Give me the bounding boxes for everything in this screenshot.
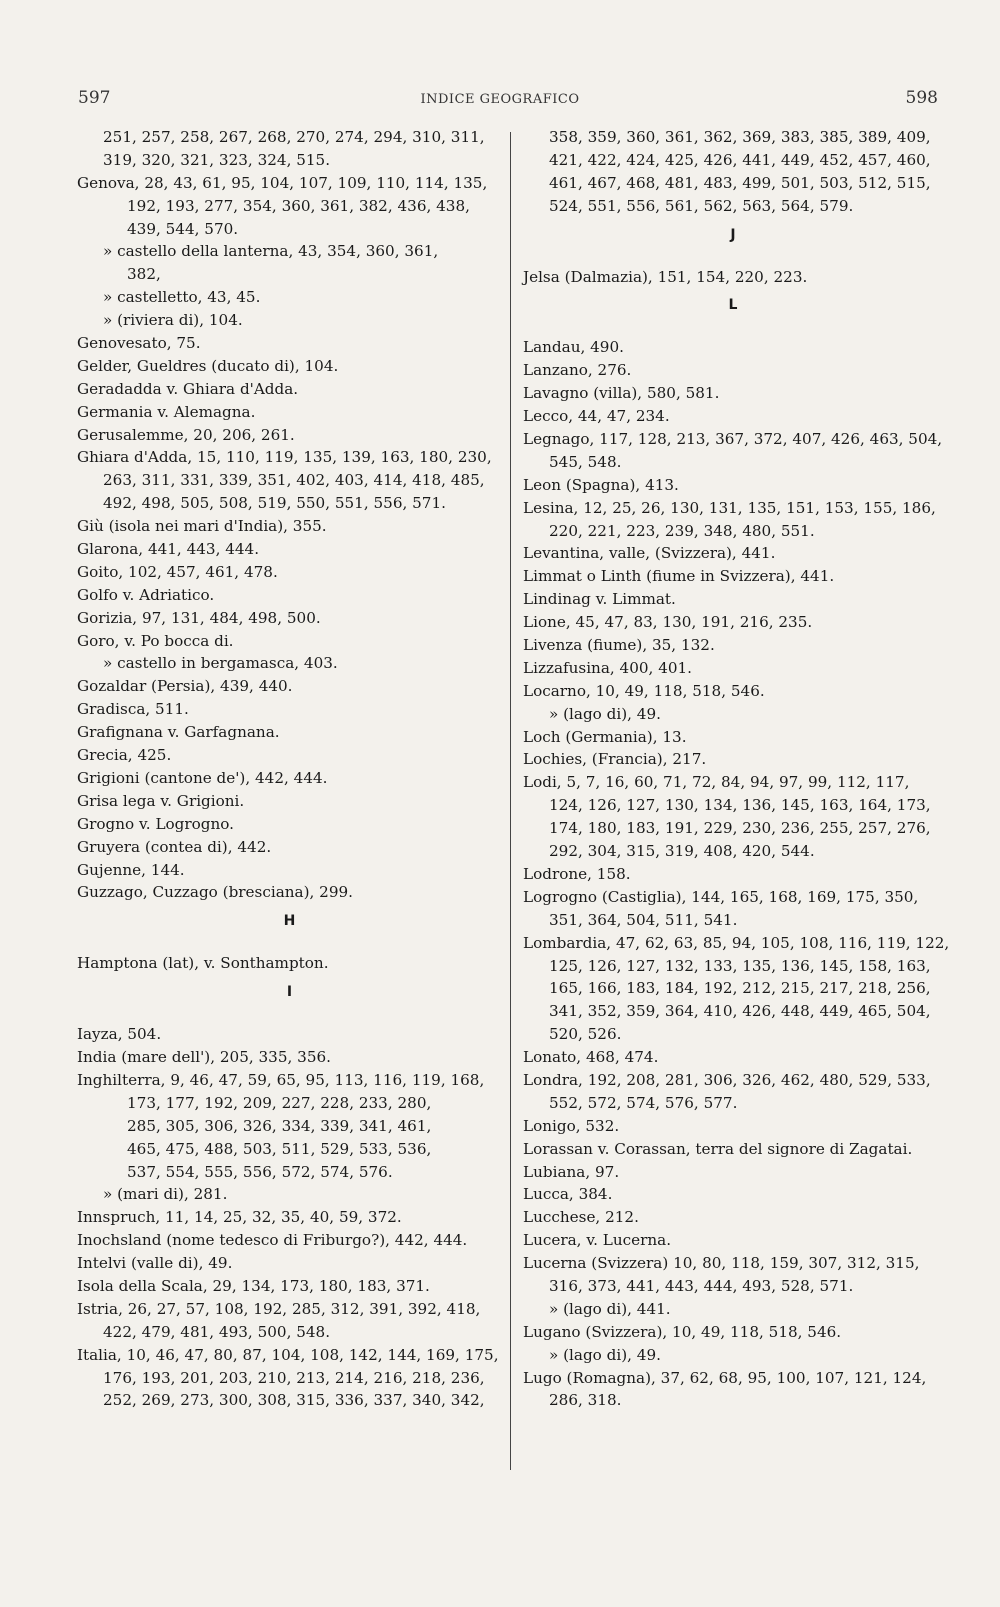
index-entry-continuation: 124, 126, 127, 130, 134, 136, 145, 163, 164, 173, [549, 796, 931, 815]
index-entry-continuation: 173, 177, 192, 209, 227, 228, 233, 280, [127, 1093, 432, 1112]
index-entry-continuation: » (lago di), 49. [549, 704, 661, 723]
index-entry: Lizzafusina, 400, 401. [523, 658, 693, 677]
index-entry: Inghilterra, 9, 46, 47, 59, 65, 95, 113, 116, 119, 168, [77, 1070, 485, 1089]
index-entry: Genova, 28, 43, 61, 95, 104, 107, 109, 110, 114, 135, [77, 173, 488, 192]
index-entry-continuation: 286, 318. [549, 1391, 622, 1410]
index-entry-continuation: 292, 304, 315, 319, 408, 420, 544. [549, 842, 815, 861]
index-entry: Lonato, 468, 474. [523, 1048, 659, 1067]
index-entry-continuation: » (lago di), 49. [549, 1345, 661, 1364]
index-entry: Lanzano, 276. [523, 361, 632, 380]
index-entry-continuation: 263, 311, 331, 339, 351, 402, 403, 414, 418, 485, [103, 471, 485, 490]
index-entry-continuation: 341, 352, 359, 364, 410, 426, 448, 449, 465, 504, [549, 1002, 931, 1021]
index-entry: Gozaldar (Persia), 439, 440. [77, 677, 293, 696]
index-entry: Lodi, 5, 7, 16, 60, 71, 72, 84, 94, 97, 99, 112, 117, [523, 773, 910, 792]
index-entry: Istria, 26, 27, 57, 108, 192, 285, 312, 391, 392, 418, [77, 1299, 481, 1318]
index-entry: Giù (isola nei mari d'India), 355. [77, 517, 327, 536]
index-entry: Geradadda v. Ghiara d'Adda. [77, 379, 299, 398]
index-entry-continuation: 422, 479, 481, 493, 500, 548. [103, 1322, 331, 1341]
index-entry: Grafignana v. Garfagnana. [77, 723, 280, 742]
index-entry: Isola della Scala, 29, 134, 173, 180, 183, 371. [77, 1276, 430, 1295]
index-entry-continuation: 465, 475, 488, 503, 511, 529, 533, 536, [127, 1139, 432, 1158]
index-entry: Lombardia, 47, 62, 63, 85, 94, 105, 108, 116, 119, 122, [523, 933, 950, 952]
index-entry: Grisa lega v. Grigioni. [77, 791, 245, 810]
index-entry: Gruyera (contea di), 442. [77, 837, 272, 856]
index-entry: Grecia, 425. [77, 746, 172, 765]
index-entry: Limmat o Linth (fiume in Svizzera), 441. [523, 567, 835, 586]
index-entry: Lucca, 384. [523, 1185, 613, 1204]
left-page-number: 597 [78, 88, 111, 108]
index-entry: Lucchese, 212. [523, 1208, 639, 1227]
index-entry-continuation: 176, 193, 201, 203, 210, 213, 214, 216, 218, 236, [103, 1368, 485, 1387]
index-entry: Gorizia, 97, 131, 484, 498, 500. [77, 608, 321, 627]
left-index-column [77, 126, 502, 1412]
index-entry: Intelvi (valle di), 49. [77, 1254, 233, 1273]
index-entry-continuation: 358, 359, 360, 361, 362, 369, 383, 385, 389, 409, [549, 128, 931, 146]
index-entry-continuation: 461, 467, 468, 481, 483, 499, 501, 503, 512, 515, [549, 173, 931, 192]
index-entry: Iayza, 504. [77, 1025, 162, 1044]
index-entry: Lubiana, 97. [523, 1162, 620, 1181]
index-entry: Lochies, (Francia), 217. [523, 750, 707, 769]
index-entry: Germania v. Alemagna. [77, 402, 256, 421]
index-entry: Gerusalemme, 20, 206, 261. [77, 425, 295, 444]
index-entry-continuation: 552, 572, 574, 576, 577. [549, 1093, 738, 1112]
index-entry-continuation: » (lago di), 441. [549, 1299, 671, 1318]
index-entry: Guzzago, Cuzzago (bresciana), 299. [77, 883, 353, 902]
index-entry-continuation: 252, 269, 273, 300, 308, 315, 336, 337, 340, 342, [103, 1391, 485, 1410]
index-entry-continuation: 125, 126, 127, 132, 133, 135, 136, 145, 158, 163, [549, 956, 931, 975]
index-entry-continuation: 220, 221, 223, 239, 348, 480, 551. [549, 521, 815, 540]
index-entry-continuation: 537, 554, 555, 556, 572, 574, 576. [127, 1162, 393, 1181]
index-entry: Lorassan v. Corassan, terra del signore di Zagatai. [523, 1139, 913, 1158]
index-entry: Genovesato, 75. [77, 334, 201, 353]
index-entry: Ghiara d'Adda, 15, 110, 119, 135, 139, 163, 180, 230, [77, 448, 492, 467]
index-entry: Landau, 490. [523, 338, 624, 357]
index-entry-continuation: 492, 498, 505, 508, 519, 550, 551, 556, 571. [103, 494, 446, 513]
index-entry-continuation: 165, 166, 183, 184, 192, 212, 215, 217, 218, 256, [549, 979, 931, 998]
index-entry-continuation: 174, 180, 183, 191, 229, 230, 236, 255, 257, 276, [549, 819, 931, 838]
index-entry-continuation: 421, 422, 424, 425, 426, 441, 449, 452, 457, 460, [549, 150, 931, 169]
column-divider [510, 132, 511, 1470]
index-entry: Gelder, Gueldres (ducato di), 104. [77, 356, 339, 375]
section-letter-heading: H [283, 913, 296, 930]
index-entry: Hamptona (lat), v. Sonthampton. [77, 954, 329, 973]
index-entry: Lugo (Romagna), 37, 62, 68, 95, 100, 107, 121, 124, [523, 1368, 927, 1387]
index-entry: Goro, v. Po bocca di. [77, 631, 234, 650]
index-entry-continuation: 439, 544, 570. [127, 219, 239, 238]
index-entry-continuation: 319, 320, 321, 323, 324, 515. [103, 150, 331, 169]
index-entry-continuation: 192, 193, 277, 354, 360, 361, 382, 436, 438, [127, 196, 470, 215]
index-entry: Logrogno (Castiglia), 144, 165, 168, 169, 175, 350, [523, 887, 919, 906]
index-entry: India (mare dell'), 205, 335, 356. [77, 1048, 331, 1067]
index-entry: Lucera, v. Lucerna. [523, 1231, 672, 1250]
index-entry: Levantina, valle, (Svizzera), 441. [523, 544, 776, 563]
index-entry: Jelsa (Dalmazia), 151, 154, 220, 223. [523, 267, 808, 286]
index-entry: Lugano (Svizzera), 10, 49, 118, 518, 546. [523, 1322, 842, 1341]
index-entry-continuation: » (riviera di), 104. [103, 311, 243, 330]
index-entry: Lione, 45, 47, 83, 130, 191, 216, 235. [523, 613, 813, 632]
index-entry: Lecco, 44, 47, 234. [523, 407, 670, 426]
index-entry-continuation: » castelletto, 43, 45. [103, 288, 261, 307]
index-entry: Loch (Germania), 13. [523, 727, 687, 746]
right-page-number: 598 [905, 88, 938, 108]
index-entry: Lucerna (Svizzera) 10, 80, 118, 159, 307, 312, 315, [523, 1254, 920, 1273]
index-entry: Italia, 10, 46, 47, 80, 87, 104, 108, 142, 144, 169, 175, [77, 1345, 499, 1364]
index-entry-continuation: 524, 551, 556, 561, 562, 563, 564, 579. [549, 196, 854, 215]
index-entry: Gujenne, 144. [77, 860, 185, 879]
index-entry: Leon (Spagna), 413. [523, 475, 679, 494]
index-entry-continuation: » (mari di), 281. [103, 1185, 228, 1204]
index-entry-continuation: 251, 257, 258, 267, 268, 270, 274, 294, 310, 311, [103, 128, 485, 146]
index-entry: Innspruch, 11, 14, 25, 32, 35, 40, 59, 372. [77, 1208, 402, 1227]
section-letter-heading: L [728, 297, 738, 314]
index-entry-continuation: 351, 364, 504, 511, 541. [549, 910, 738, 929]
index-entry-continuation: 382, [127, 265, 161, 284]
index-entry-continuation: 285, 305, 306, 326, 334, 339, 341, 461, [127, 1116, 432, 1135]
index-entry-continuation: 520, 526. [549, 1025, 622, 1044]
index-entry: Glarona, 441, 443, 444. [77, 540, 260, 559]
index-entry: Inochsland (nome tedesco di Friburgo?), 442, 444. [77, 1231, 468, 1250]
index-entry: Livenza (fiume), 35, 132. [523, 636, 715, 655]
index-entry-continuation: » castello in bergamasca, 403. [103, 654, 338, 673]
index-entry-continuation: » castello della lanterna, 43, 354, 360, 361, [103, 242, 439, 261]
index-entry: Grogno v. Logrogno. [77, 814, 235, 833]
index-entry-continuation: 316, 373, 441, 443, 444, 493, 528, 571. [549, 1276, 854, 1295]
index-entry: Golfo v. Adriatico. [77, 585, 215, 604]
index-entry-continuation: 545, 548. [549, 452, 622, 471]
index-entry: Lodrone, 158. [523, 864, 631, 883]
index-entry: Londra, 192, 208, 281, 306, 326, 462, 480, 529, 533, [523, 1070, 931, 1089]
running-title: INDICE GEOGRAFICO [420, 92, 580, 107]
section-letter-heading: J [730, 226, 736, 243]
section-letter-heading: I [286, 984, 293, 1001]
index-entry: Goito, 102, 457, 461, 478. [77, 562, 278, 581]
index-entry: Lesina, 12, 25, 26, 130, 131, 135, 151, 153, 155, 186, [523, 498, 936, 517]
index-entry: Lavagno (villa), 580, 581. [523, 384, 720, 403]
right-index-column [523, 126, 950, 1412]
index-entry: Lonigo, 532. [523, 1116, 620, 1135]
index-entry: Locarno, 10, 49, 118, 518, 546. [523, 681, 765, 700]
index-entry: Legnago, 117, 128, 213, 367, 372, 407, 426, 463, 504, [523, 430, 943, 449]
index-entry: Lindinag v. Limmat. [523, 590, 676, 609]
index-entry: Grigioni (cantone de'), 442, 444. [77, 768, 328, 787]
index-entry: Gradisca, 511. [77, 700, 189, 719]
